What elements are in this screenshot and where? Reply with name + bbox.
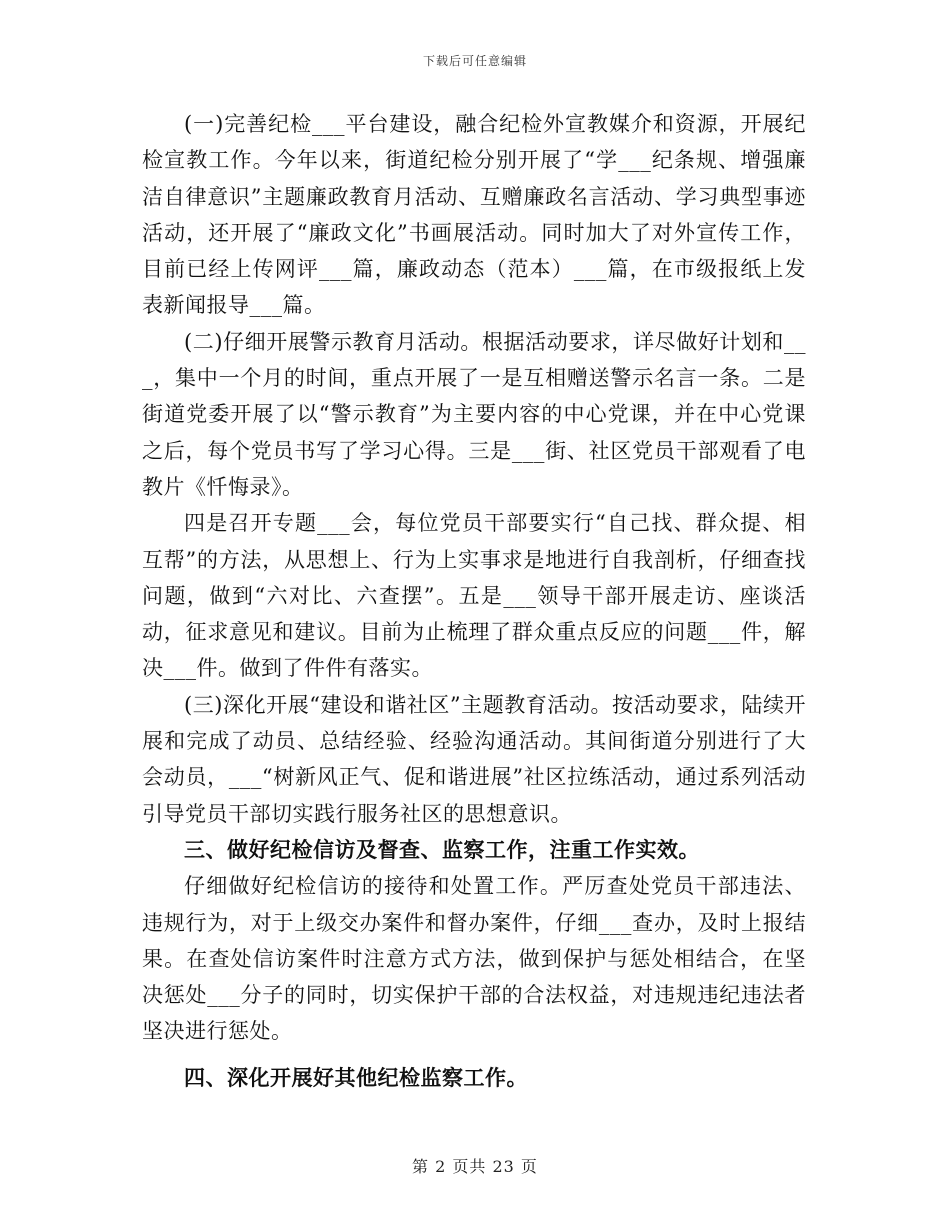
paragraph-special-meeting: 四是召开专题___会，每位党员干部要实行“自己找、群众提、相互帮”的方法，从思想上、行为上实事求是地进行自我剖析，仔细查找问题，做到“六对比、六查摆”。五是___领导干部开展走访、座谈活动，征求意见和建议。目前为止梳理了群众重点反应的问题___件，解决___件。做到了件件有落实。 [142, 511, 806, 681]
paragraph-warning-education: (二)仔细开展警示教育月活动。根据活动要求，详尽做好计划和___，集中一个月的时间，重点开展了一是互相赠送警示名言一条。二是街道党委开展了以“警示教育”为主要内容的中心党课，并在中心党课之后，每个党员书写了学习心得。三是___街、社区党员干部观看了电教片《忏悔录》。 [142, 329, 806, 499]
page-number: 第 2 页共 23 页 [412, 1157, 538, 1176]
paragraph-petition-work: 仔细做好纪检信访的接待和处置工作。严厉查处党员干部违法、违规行为，对于上级交办案件和督办案件，仔细___查办，及时上报结果。在查处信访案件时注意方式方法，做到保护与惩处相结合，在坚决惩处___分子的同时，切实保护干部的合法权益，对违规违纪违法者坚决进行惩处。 [142, 874, 806, 1044]
paragraph-harmonious-community: (三)深化开展“建设和谐社区”主题教育活动。按活动要求，陆续开展和完成了动员、总结经验、经验沟通活动。其间街道分别进行了大会动员，___“树新风正气、促和谐进展”社区拉练活动，通过系列活动引导党员干部切实践行服务社区的思想意识。 [142, 692, 806, 826]
document-body [142, 106, 806, 1096]
page-header-note: 下载后可任意编辑 [422, 54, 527, 68]
paragraph-platform-building: (一)完善纪检___平台建设，融合纪检外宣教媒介和资源，开展纪检宣教工作。今年以来，街道纪检分别开展了“学___纪条规、增强廉洁自律意识”主题廉政教育月活动、互赠廉政名言活动、学习典型事迹活动，还开展了“廉政文化”书画展活动。同时加大了对外宣传工作，目前已经上传网评___篇，廉政动态（范本）___篇，在市级报纸上发表新闻报导___篇。 [142, 112, 806, 318]
section-three-heading: 三、做好纪检信访及督查、监察工作，注重工作实效。 [184, 836, 700, 862]
section-four-heading: 四、深化开展好其他纪检监察工作。 [184, 1064, 528, 1090]
